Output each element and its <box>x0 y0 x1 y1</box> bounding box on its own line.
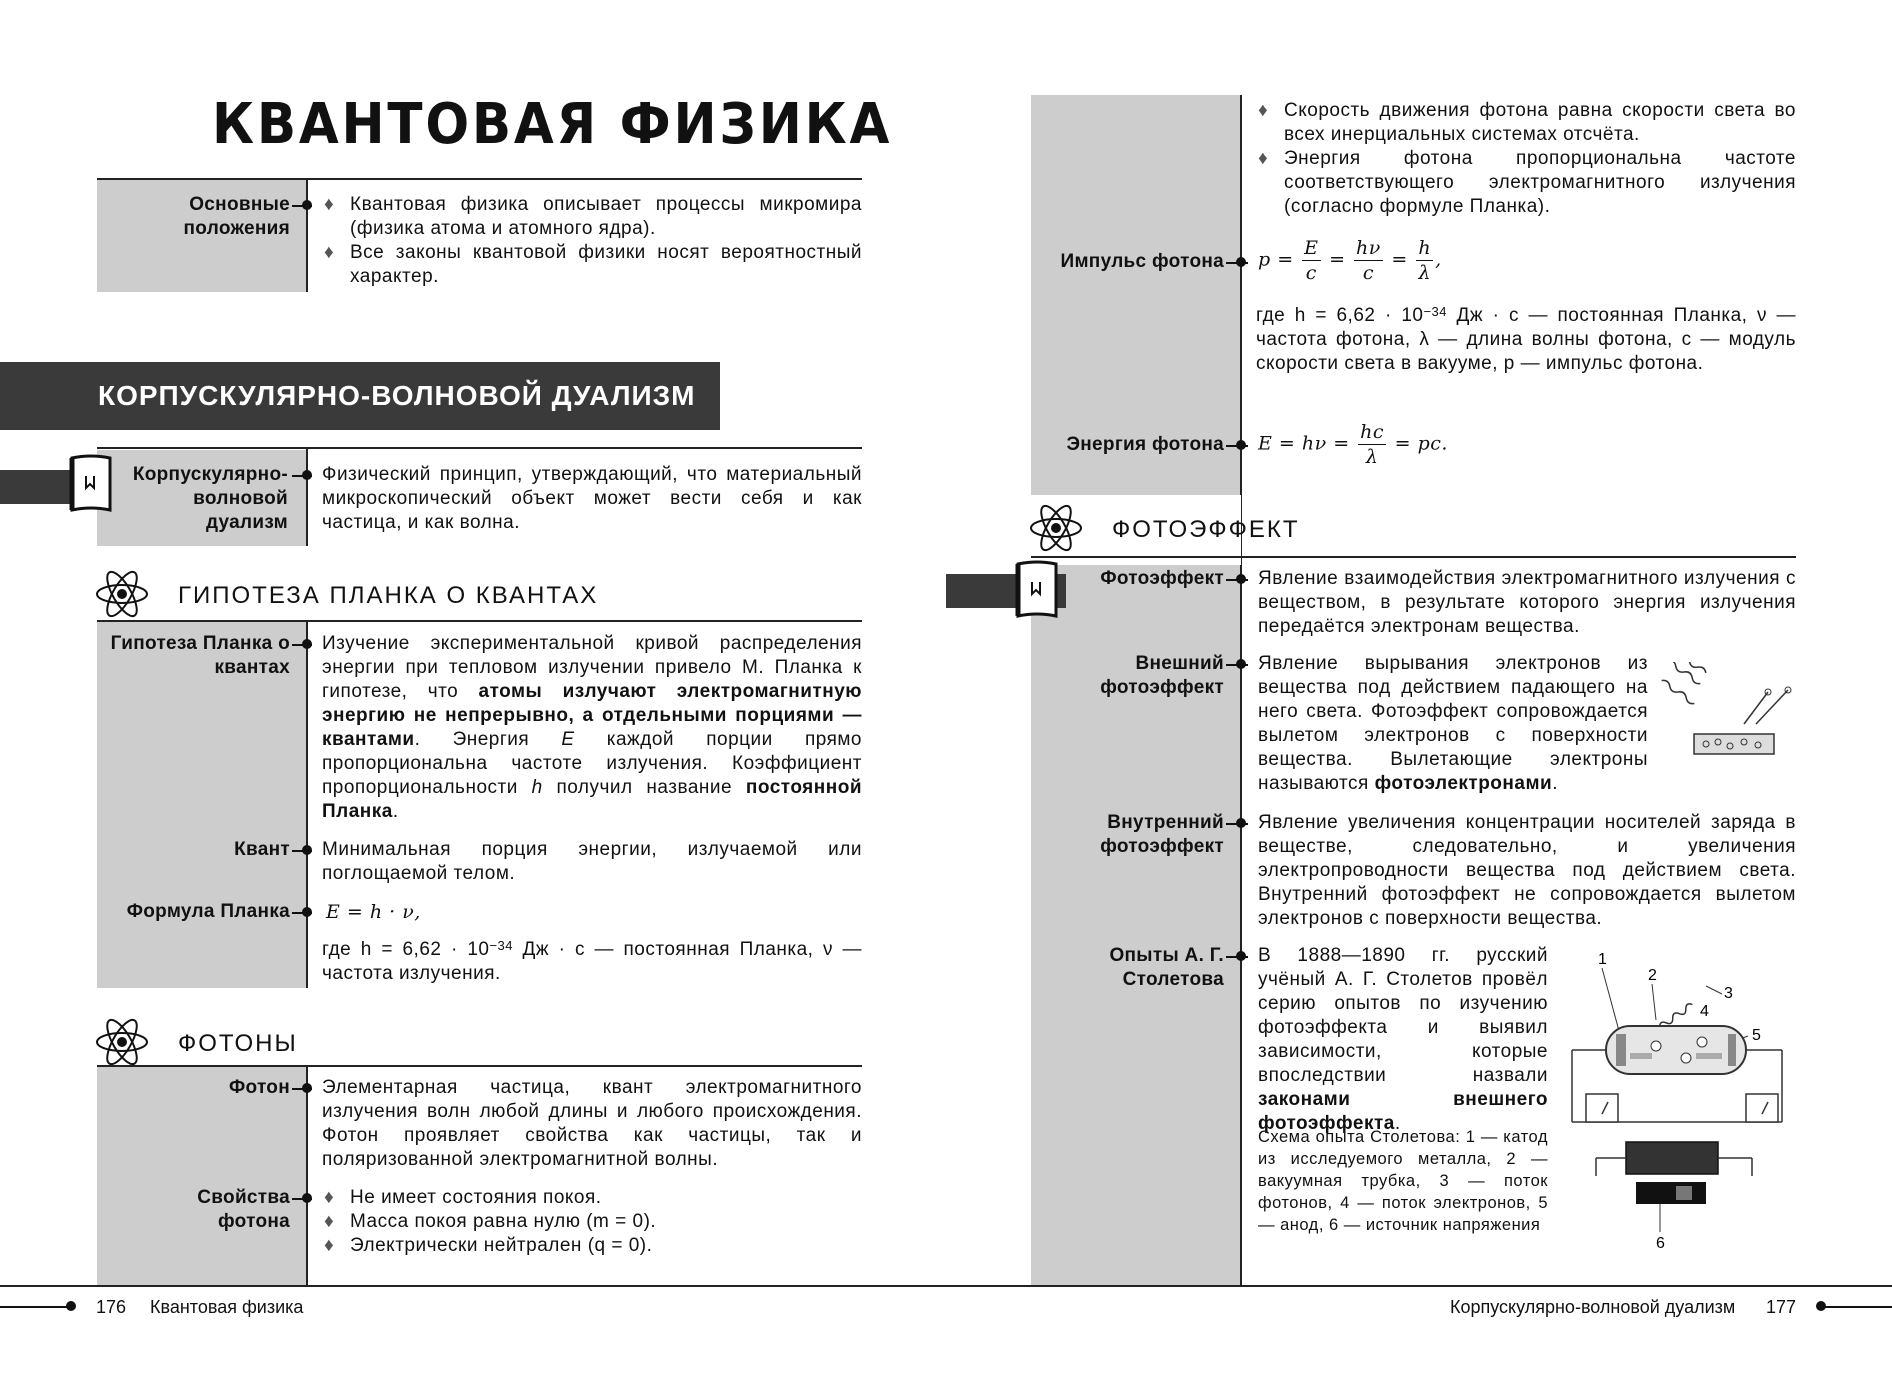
stoletov-diagram <box>1556 946 1796 1266</box>
internal-term: Внутренний фотоэффект <box>1100 812 1224 857</box>
dualism-term: Корпускулярно-волновой дуализм <box>132 464 288 533</box>
list-item: ♦ Все законы квантовой физики носят вероятностный характер. <box>322 241 862 289</box>
section-heading: ГИПОТЕЗА ПЛАНКА О КВАНТАХ <box>178 582 599 609</box>
photon-term: Фотон <box>229 1077 290 1098</box>
hypothesis-term: Гипотеза Планка о квантах <box>110 633 290 678</box>
photon-props-list <box>322 1186 862 1258</box>
stoletov-text: В 1888—1890 гг. русский учёный А. Г. Столетов провёл серию опытов по изучению фотоэффекта и выявил зависимости, которые впоследствии назвали законами внешнего фотоэффекта. <box>1258 945 1548 1134</box>
energy-term: Энергия фотона <box>1066 434 1224 455</box>
quantum-text: Минимальная порция энергии, излучаемой или поглощаемой телом. <box>322 839 862 884</box>
momentum-formula: p = $\frac{E}{c}$ = $\frac{h\nu}{c}$ = $\frac{h}{\lambda}$ , <box>1258 237 1442 284</box>
basics-term: Основные положения <box>183 194 290 239</box>
section-banner-text: КОРПУСКУЛЯРНО-ВОЛНОВОЙ ДУАЛИЗМ <box>98 380 696 411</box>
list-item: ♦ Электрически нейтрален (q = 0). <box>322 1234 862 1258</box>
diagram-label: 5 <box>1752 1027 1761 1044</box>
hypothesis-text: Изучение экспериментальной кривой распределения энергии при тепловом излучении привело М. Планка к гипотезе, что атомы излучают электромагнитную энергию не непрерывно, а отдельными порциями — квантами. Энергия E каждой порции прямо пропорциональна частоте излучения. Коэффициент пропорциональности h получил название постоянной Планка. <box>322 633 863 822</box>
photoeffect-illustration <box>1656 662 1796 762</box>
list-item: ♦ Масса покоя равна нулю (m = 0). <box>322 1210 862 1234</box>
momentum-term: Импульс фотона <box>1060 251 1224 272</box>
quantum-term: Квант <box>234 839 290 860</box>
diagram-label: 4 <box>1700 1003 1709 1020</box>
page-number: 177 <box>1766 1297 1797 1317</box>
book-icon <box>66 452 116 516</box>
external-term: Внешний фотоэффект <box>1100 653 1224 698</box>
internal-text: Явление увеличения концентрации носителей заряда в веществе, следовательно, и увеличения электропроводности вещества под действием света. Внутренний фотоэффект не сопровождается вылетом электронов с поверхности вещества. <box>1258 812 1796 929</box>
external-text: Явление вырывания электронов из вещества под действием падающего на него света. Фотоэффект сопровождается вылетом электронов с поверхности вещества. Вылетающие электроны называются фотоэлектронами. <box>1258 653 1648 794</box>
momentum-where: где $h = 6,62 \cdot 10^{-34}$ Дж · с — постоянная Планка, ν — частота фотона, λ — длина волны фотона, c — модуль скорости света в вакууме, p — импульс фотона. <box>1256 304 1797 374</box>
list-item: ♦ Энергия фотона пропорциональна частоте соответствующего электромагнитного излучения (согласно формуле Планка). <box>1256 147 1796 219</box>
stoletov-caption: Схема опыта Столетова: 1 — катод из исследуемого металла, 2 — вакуумная трубка, 3 — поток фотонов, 4 — поток электронов, 5 — анод, 6 — источник напряжения <box>1258 1128 1548 1234</box>
list-item: ♦ Скорость движения фотона равна скорости света во всех инерциальных системах отсчёта. <box>1256 99 1796 147</box>
list-item: ♦ Не имеет состояния покоя. <box>322 1186 862 1210</box>
planck-formula: E = h · ν, <box>326 901 421 923</box>
list-item: ♦ Квантовая физика описывает процессы микромира (физика атома и атомного ядра). <box>322 193 862 241</box>
running-title: Квантовая физика <box>150 1297 304 1317</box>
diagram-label: 1 <box>1598 951 1607 968</box>
energy-formula: E = hν = $\frac{hc}{\lambda}$ = pc. <box>1258 421 1448 468</box>
page-title: КВАНТОВАЯ ФИЗИКА <box>212 92 893 157</box>
atom-icon <box>94 1014 150 1070</box>
book-icon <box>1012 558 1062 622</box>
photoeffect-term: Фотоэффект <box>1100 568 1224 589</box>
photon-props-cont <box>1256 99 1796 219</box>
atom-icon <box>94 566 150 622</box>
dualism-text: Физический принцип, утверждающий, что материальный микроскопический объект может вести себя и как частица, и как волна. <box>322 464 862 533</box>
planck-formula-term: Формула Планка <box>126 901 290 922</box>
page-number: 176 <box>96 1297 127 1317</box>
planck-formula-where: где $h = 6,62 \cdot 10^{-34}$ Дж · с — постоянная Планка, ν — частота излучения. <box>322 938 863 984</box>
section-heading: ФОТОНЫ <box>178 1030 298 1057</box>
photon-text: Элементарная частица, квант электромагнитного излучения волн любой длины и любого происхождения. Фотон проявляет свойства как частицы, так и поляризованной электромагнитной волны. <box>322 1077 862 1170</box>
diagram-label: 3 <box>1724 985 1733 1002</box>
diagram-label: 6 <box>1656 1235 1665 1252</box>
photoeffect-text: Явление взаимодействия электромагнитного излучения с веществом, в результате которого энергия излучения передаётся электронам вещества. <box>1258 568 1796 637</box>
diagram-label: 2 <box>1648 967 1657 984</box>
stoletov-term: Опыты А. Г. Столетова <box>1109 945 1224 990</box>
photon-props-term: Свойства фотона <box>197 1187 290 1232</box>
basics-list <box>322 193 862 289</box>
section-heading: ФОТОЭФФЕКТ <box>1112 516 1300 543</box>
atom-icon <box>1028 500 1084 556</box>
running-title: Корпускулярно-волновой дуализм <box>1450 1297 1736 1317</box>
